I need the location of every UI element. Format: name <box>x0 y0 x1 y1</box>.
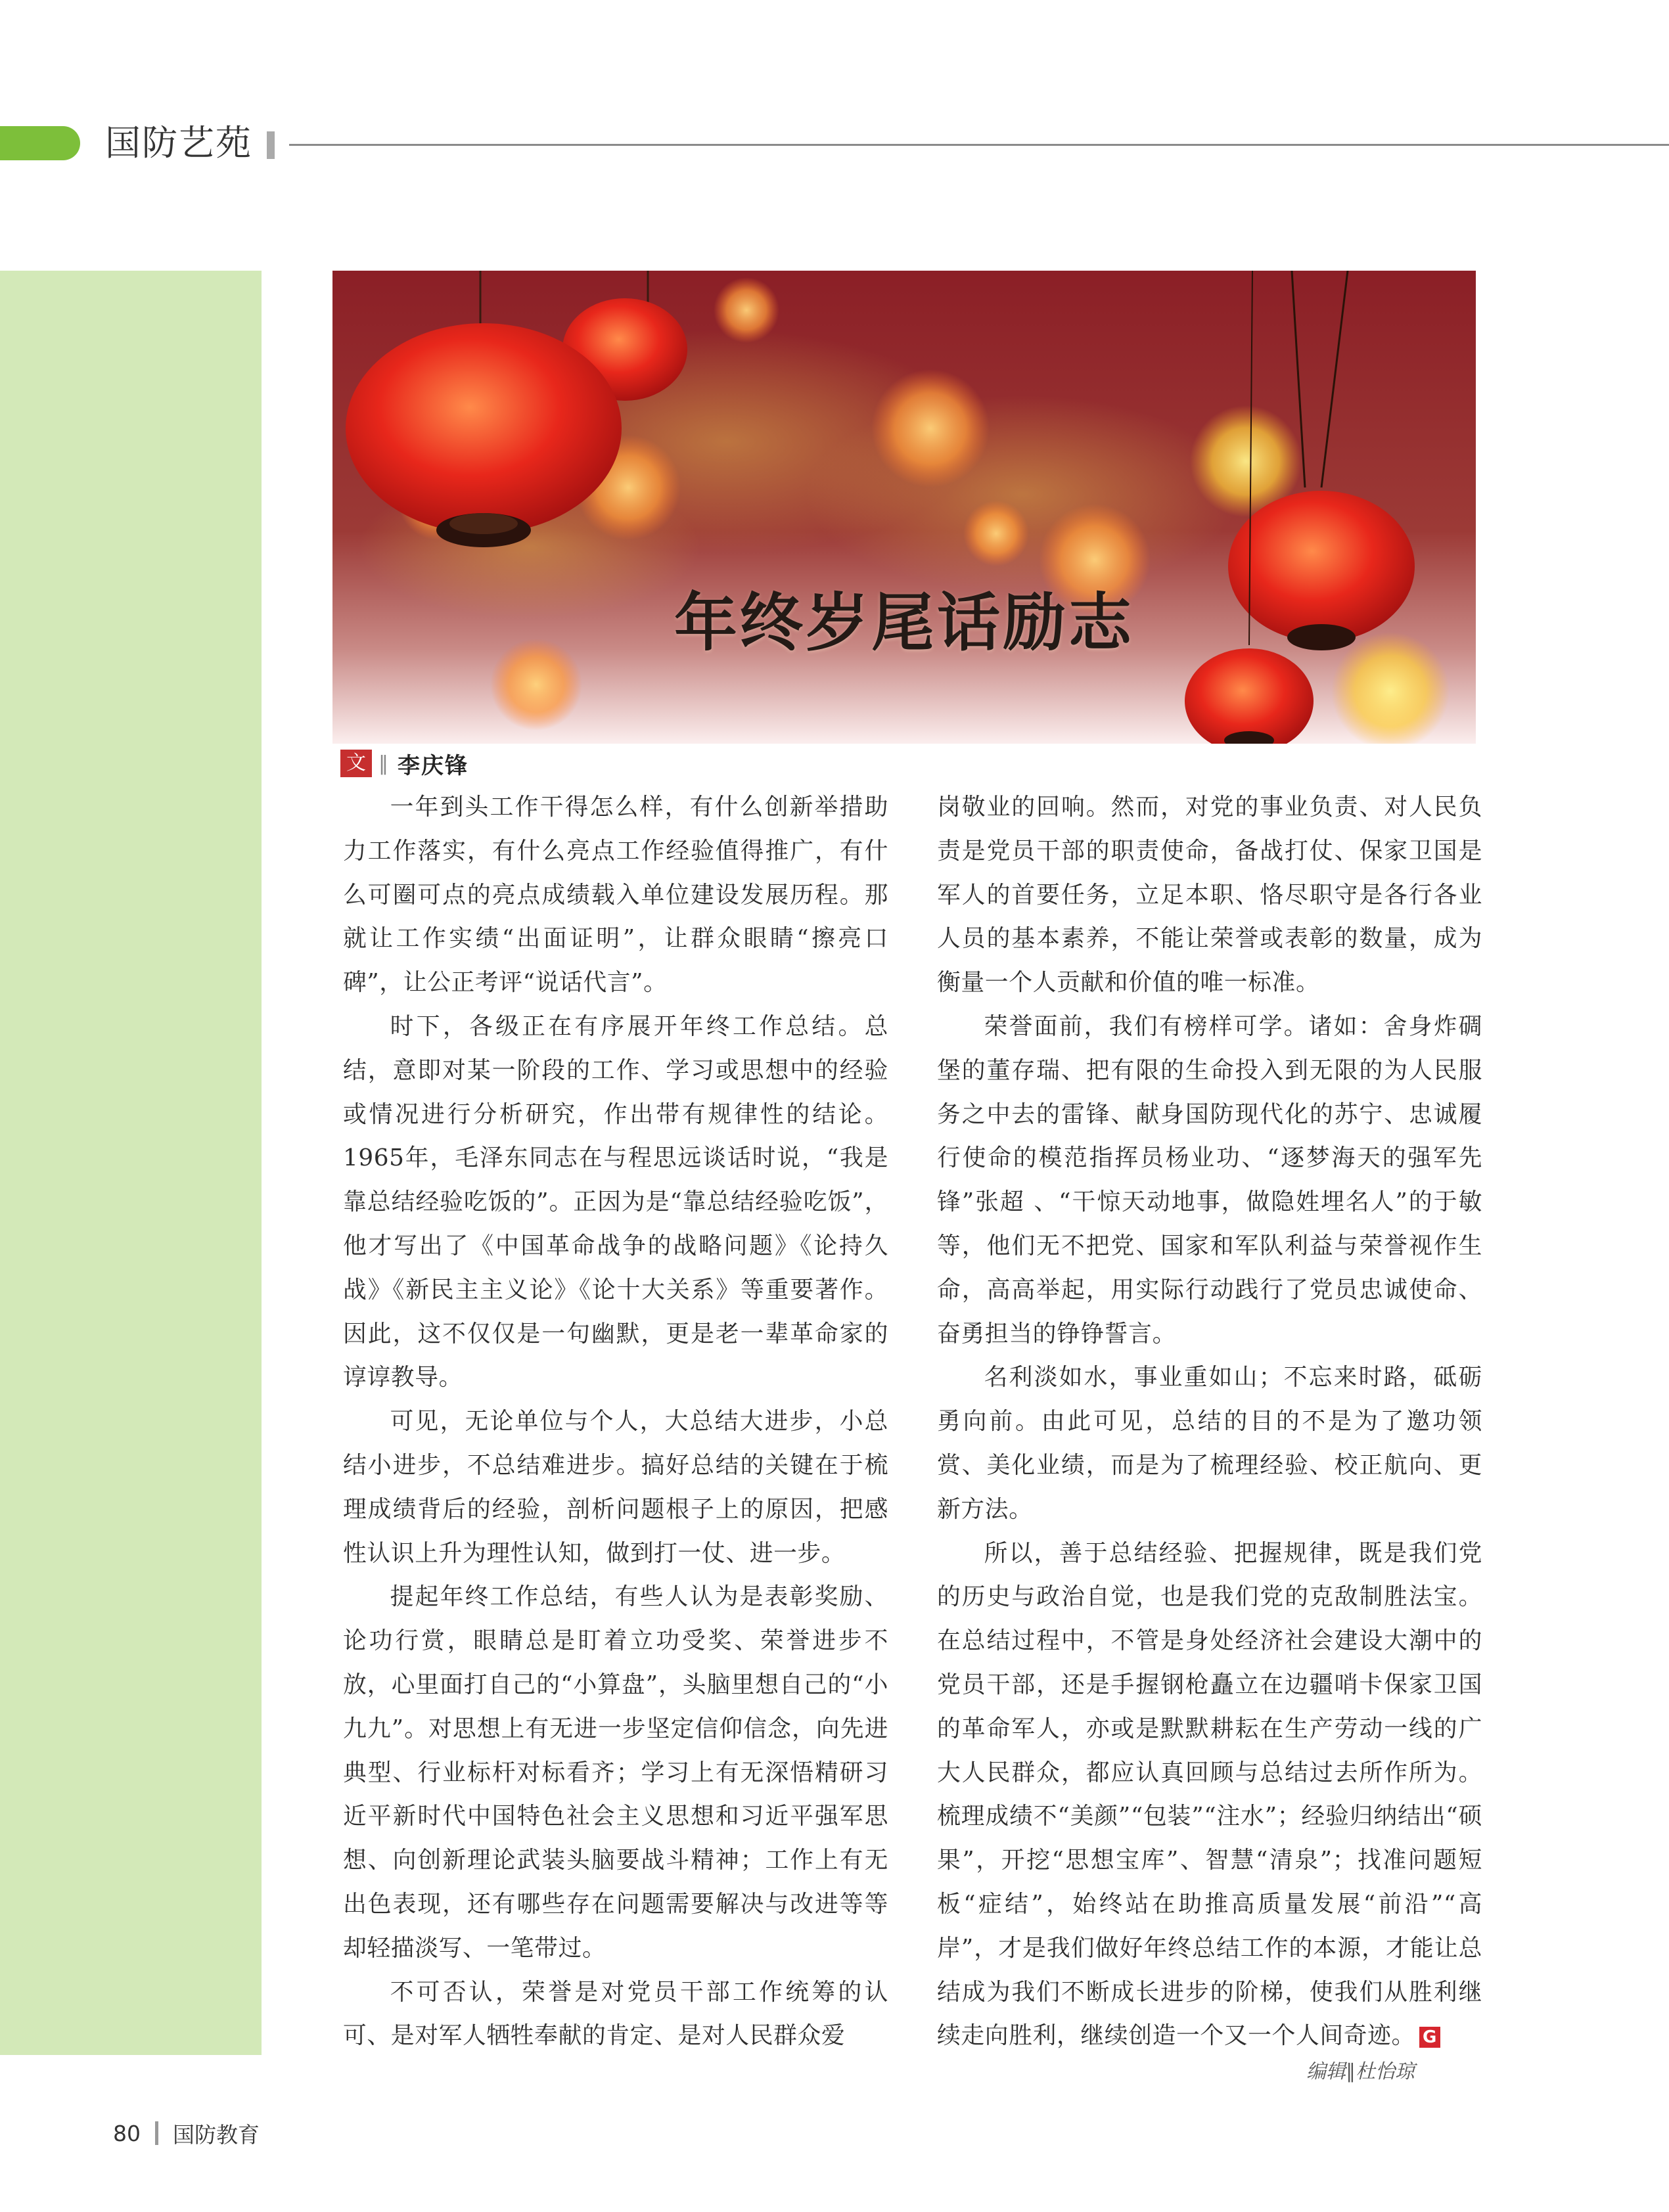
byline <box>340 746 469 780</box>
article-title: 年终岁尾话励志 <box>674 586 1134 660</box>
byline-tag: 文 <box>340 750 372 777</box>
article-column-right <box>937 786 1482 2058</box>
byline-separator: ‖ <box>378 752 388 775</box>
paragraph: 不可否认，荣誉是对党员干部工作统筹的认可、是对军人牺牲奉献的肯定、是对人民群众爱 <box>343 1978 888 2050</box>
lantern-illustration <box>332 271 1476 744</box>
author-name: 李庆锋 <box>398 752 469 779</box>
paragraph-last <box>937 1532 1482 2059</box>
paragraph: 可见，无论单位与个人，大总结大进步，小总结小进步，不总结难进步。搞好总结的关键在于梳理成绩背后的经验，剖析问题根子上的原因，把感性认识上升为理性认知，做到打一仗、进一步。 <box>343 1408 888 1567</box>
paragraph: 一年到头工作干得怎么样，有什么创新举措助力工作落实，有什么亮点工作经验值得推广，有什么可圈可点的亮点成绩载入单位建设发展历程。那就让工作实绩“出面证明”，让群众眼睛“擦亮口碑”，让公正考评“说话代言”。 <box>343 794 888 997</box>
article-banner <box>332 271 1476 744</box>
page-number: 80 <box>113 2120 141 2146</box>
side-panel <box>0 271 262 2055</box>
header-divider-tick <box>267 131 275 159</box>
section-color-tab <box>0 126 80 160</box>
paragraph: 时下，各级正在有序展开年终工作总结。总结，意即对某一阶段的工作、学习或思想中的经验或情况进行分析研究，作出带有规律性的结论。1965年，毛泽东同志在与程思远谈话时说，“我是靠总结经验吃饭的”。正因为是“靠总结经验吃饭”，他才写出了《中国革命战争的战略问题》《论持久战》《新民主主义论》《论十大关系》等重要著作。因此，这不仅仅是一句幽默，更是老一辈革命家的谆谆教导。 <box>343 1012 888 1391</box>
header-rule <box>289 144 1669 146</box>
section-title: 国防艺苑 <box>105 122 252 164</box>
paragraph: 提起年终工作总结，有些人认为是表彰奖励、论功行赏，眼睛总是盯着立功受奖、荣誉进步不放，心里面打自己的“小算盘”，头脑里想自己的“小九九”。对思想上有无进一步坚定信仰信念，向先进典型、行业标杆对标看齐；学习上有无深悟精研习近平新时代中国特色社会主义思想和习近平强军思想、向创新理论武装头脑要战斗精神；工作上有无出色表现，还有哪些存在问题需要解决与改进等等却轻描淡写、一笔带过。 <box>343 1583 888 1962</box>
article-column-left <box>343 786 888 2058</box>
end-mark-icon: G <box>1419 2027 1440 2048</box>
paragraph-text: 所以，善于总结经验、把握规律，既是我们党的历史与政治自觉，也是我们党的克敌制胜法宝。在总结过程中，不管是身处经济社会建设大潮中的党员干部，还是手握钢枪矗立在边疆哨卡保家卫国的革命军人，亦或是默默耕耘在生产劳动一线的广大人民群众，都应认真回顾与总结过去所作所为。梳理成绩不“美颜”“包装”“注水”；经验归纳结出“硕果”，开挖“思想宝库”、智慧“清泉”；找准问题短板“症结”，始终站在助推高质量发展“前沿”“高岸”，才是我们做好年终总结工作的本源，才能让总结成为我们不断成长进步的阶梯，使我们从胜利继续走向胜利，继续创造一个又一个人间奇迹。 <box>937 1539 1482 2050</box>
paragraph: 荣誉面前，我们有榜样可学。诸如：舍身炸碉堡的董存瑞、把有限的生命投入到无限的为人民服务之中去的雷锋、献身国防现代化的苏宁、忠诚履行使命的模范指挥员杨业功、“逐梦海天的强军先锋”张超 、“干惊天动地事，做隐姓埋名人”的于敏等，他们无不把党、国家和军队利益与荣誉视作生命，高高举起，用实际行动践行了党员忠诚使命、奋勇担当的铮铮誓言。 <box>937 1012 1482 1347</box>
magazine-name: 国防教育 <box>173 2121 260 2148</box>
page-footer <box>113 2117 260 2150</box>
editor-credit: 编辑∥杜怡琼 <box>1306 2060 1415 2083</box>
footer-divider <box>155 2121 158 2145</box>
paragraph: 名利淡如水，事业重如山；不忘来时路，砥砺勇向前。由此可见，总结的目的不是为了邀功领赏、美化业绩，而是为了梳理经验、校正航向、更新方法。 <box>937 1364 1482 1523</box>
paragraph-continued: 岗敬业的回响。然而，对党的事业负责、对人民负责是党员干部的职责使命，备战打仗、保家卫国是军人的首要任务，立足本职、恪尽职守是各行各业人员的基本素养，不能让荣誉或表彰的数量，成为衡量一个人贡献和价值的唯一标准。 <box>937 794 1482 997</box>
